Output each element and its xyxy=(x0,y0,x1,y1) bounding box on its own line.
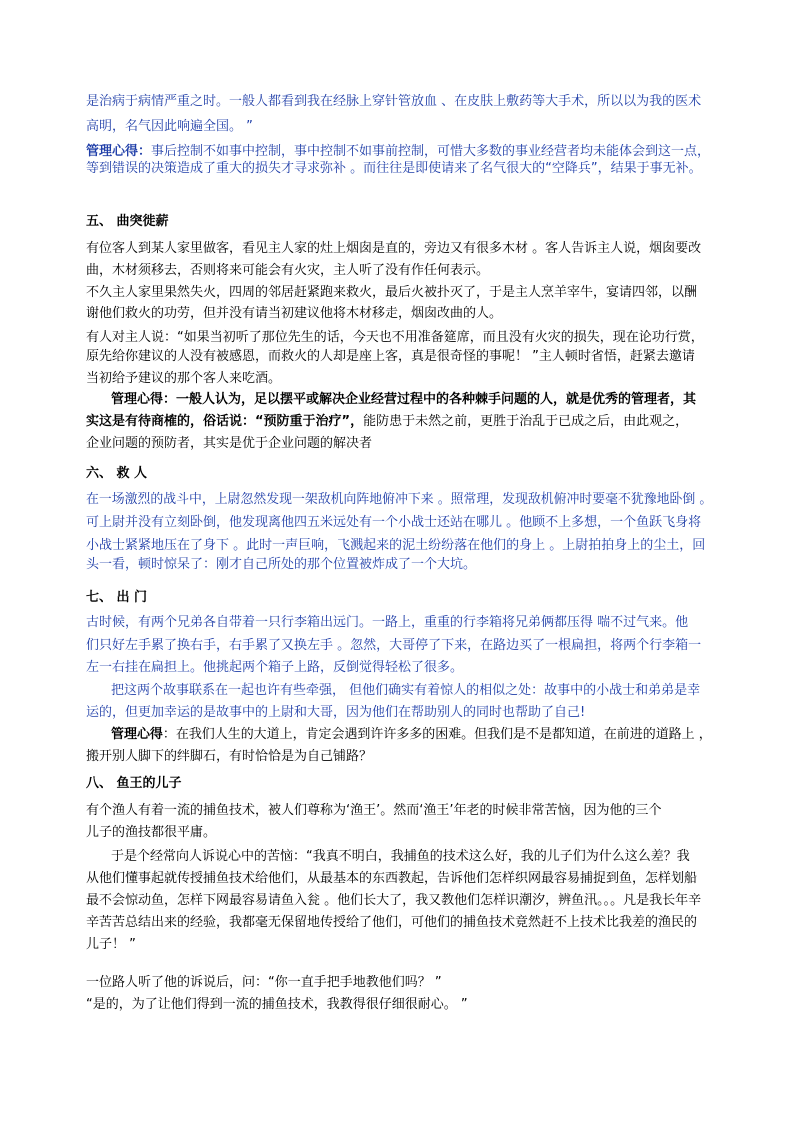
sec8-p2-line-4: 辛苦苦总结出来的经验，我都毫无保留地传授给了他们，可他们的捕鱼技术竟然赶不上技术比我差的渔民的 xyxy=(86,915,698,930)
lesson-label: 管理心得： xyxy=(86,144,152,159)
sec4-line-1: 是治病于病情严重之时。一般人都看到我在经脉上穿针管放血 、在皮肤上敷药等大手术，所以以为我的医术 xyxy=(86,94,702,109)
sec8-p2-line-3: 最不会惊动鱼，怎样下网最容易请鱼入瓮 。他们长大了，我又教他们怎样识潮汐，辨鱼汛。。。凡是我长年辛 xyxy=(86,893,702,908)
sec5-p1-line-1: 有位客人到某人家里做客，看见主人家的灶上烟囱是直的，旁边又有很多木材 。客人告诉主人说，烟囱要改 xyxy=(86,241,702,256)
sec6-heading: 六、 救 人 xyxy=(86,466,148,481)
sec7-heading: 七、 出 门 xyxy=(86,590,148,605)
sec7-lesson-line-1 xyxy=(111,725,712,745)
sec5-heading: 五、 曲突徙薪 xyxy=(86,214,169,229)
sec5-lesson-line-1: 管理心得：一般人认为，足以摆平或解决企业经营过程中的各种棘手问题的人，就是优秀的管理者，其 xyxy=(111,392,697,407)
sec6-line-3: 小战士紧紧地压在了身下 。此时一声巨响，飞溅起来的泥土纷纷落在他们的身上 。上尉拍拍身上的尘土，回 xyxy=(86,538,706,553)
sec7-line-1: 古时候，有两个兄弟各自带着一只行李箱出远门。一路上，重重的行李箱将兄弟俩都压得 喘不过气来。他 xyxy=(86,615,689,630)
sec5-p1-line-2: 曲，木材须移去，否则将来可能会有火灾，主人听了没有作任何表示。 xyxy=(86,263,490,278)
sec5-lesson-line-2 xyxy=(86,412,688,432)
sec8-p2-line-2: 从他们懂事起就传授捕鱼技术给他们，从最基本的东西教起，告诉他们怎样织网最容易捕捉到鱼，怎样划船 xyxy=(86,871,698,886)
sec5-p3-line-3: 当初给予建议的那个客人来吃酒。 xyxy=(86,371,282,386)
sec8-line-2: 儿子的渔技都很平庸。 xyxy=(86,825,217,840)
sec6-line-2: 可上尉并没有立刻卧倒，他发现离他四五米远处有一个小战士还站在哪儿 。他顾不上多想，一个鱼跃飞身将 xyxy=(86,515,702,530)
sec8-p2-line-5: 儿子！ ” xyxy=(86,937,136,952)
sec8-heading: 八、 鱼王的儿子 xyxy=(86,776,182,791)
sec6-line-4: 头一看，顿时惊呆了：刚才自己所处的那个位置被炸成了一个大坑。 xyxy=(86,557,477,572)
lesson-rest-text: 能防患于未然之前，更胜于治乱于已成之后，由此观之， xyxy=(363,414,689,429)
sec7-p2-line-2: 运的，但更加幸运的是故事中的上尉和大哥，因为他们在帮助别人的同时也帮助了自己! xyxy=(86,705,586,720)
lesson-text: ：在我们人生的大道上，肯定会遇到许许多多的困难。但我们是不是都知道，在前进的道路上 ， xyxy=(162,727,712,742)
sec5-lesson-line-3: 企业问题的预防者，其实是优于企业问题的解决者 xyxy=(86,436,373,451)
sec7-lesson-line-2: 搬开别人脚下的绊脚石，有时恰恰是为自己铺路？ xyxy=(86,749,373,764)
sec8-p3-line-2: “是的，为了让他们得到一流的捕鱼技术，我教得很仔细很耐心。 ” xyxy=(86,997,468,1012)
lesson-bold-text: 实这是有待商榷的，俗话说：“预防重于治疗”， xyxy=(86,414,364,429)
sec7-line-3: 左一右挂在扁担上。他挑起两个箱子上路，反倒觉得轻松了很多。 xyxy=(86,660,464,675)
sec5-p2-line-2: 谢他们救火的功劳，但并没有请当初建议他将木材移走，烟囱改曲的人。 xyxy=(86,306,503,321)
sec7-p2-line-1: 把这两个故事联系在一起也许有些牵强， 但他们确实有着惊人的相似之处：故事中的小战士和弟弟是幸 xyxy=(111,683,701,698)
lesson-text: 事后控制不如事中控制，事中控制不如事前控制，可惜大多数的事业经营者均未能体会到这一点， xyxy=(151,144,711,159)
sec8-line-1: 有个渔人有着一流的捕鱼技术，被人们尊称为‘渔王’。然而‘渔王’年老的时候非常苦恼，因为他的三个 xyxy=(86,803,662,818)
sec5-p3-line-1: 有人对主人说：“如果当初听了那位先生的话，今天也不用准备筵席，而且没有火灾的损失，现在论功行赏， xyxy=(86,330,704,345)
sec5-p2-line-1: 不久主人家里果然失火，四周的邻居赶紧跑来救火，最后火被扑灭了，于是主人烹羊宰牛，宴请四邻，以酬 xyxy=(86,285,698,300)
sec5-p3-line-2: 原先给你建议的人没有被感恩，而救火的人却是座上客，真是很奇怪的事呢！ ”主人顿时省悟，赶紧去邀请 xyxy=(86,349,695,364)
sec8-p3-line-1: 一位路人听了他的诉说后，问：“你一直手把手地教他们吗？ ” xyxy=(86,975,442,990)
sec4-lesson-line-2: 等到错误的决策造成了重大的损失才寻求弥补 。而往往是即使请来了名气很大的“空降兵”，结果于事无补。 xyxy=(86,161,702,176)
sec7-line-2: 们只好左手累了换右手，右手累了又换左手 。忽然，大哥停了下来，在路边买了一根扁担，将两个行李箱一 xyxy=(86,638,702,653)
sec8-p2-line-1: 于是个经常向人诉说心中的苦恼：“我真不明白，我捕鱼的技术这么好，我的儿子们为什么这么差？我 xyxy=(111,849,690,864)
sec6-line-1: 在一场激烈的战斗中，上尉忽然发现一架敌机向阵地俯冲下来 。照常理，发现敌机俯冲时要毫不犹豫地卧倒 。 xyxy=(86,492,713,507)
lesson-label: 管理心得 xyxy=(111,727,163,742)
sec4-line-2: 高明，名气因此响遍全国。 ” xyxy=(86,119,253,134)
